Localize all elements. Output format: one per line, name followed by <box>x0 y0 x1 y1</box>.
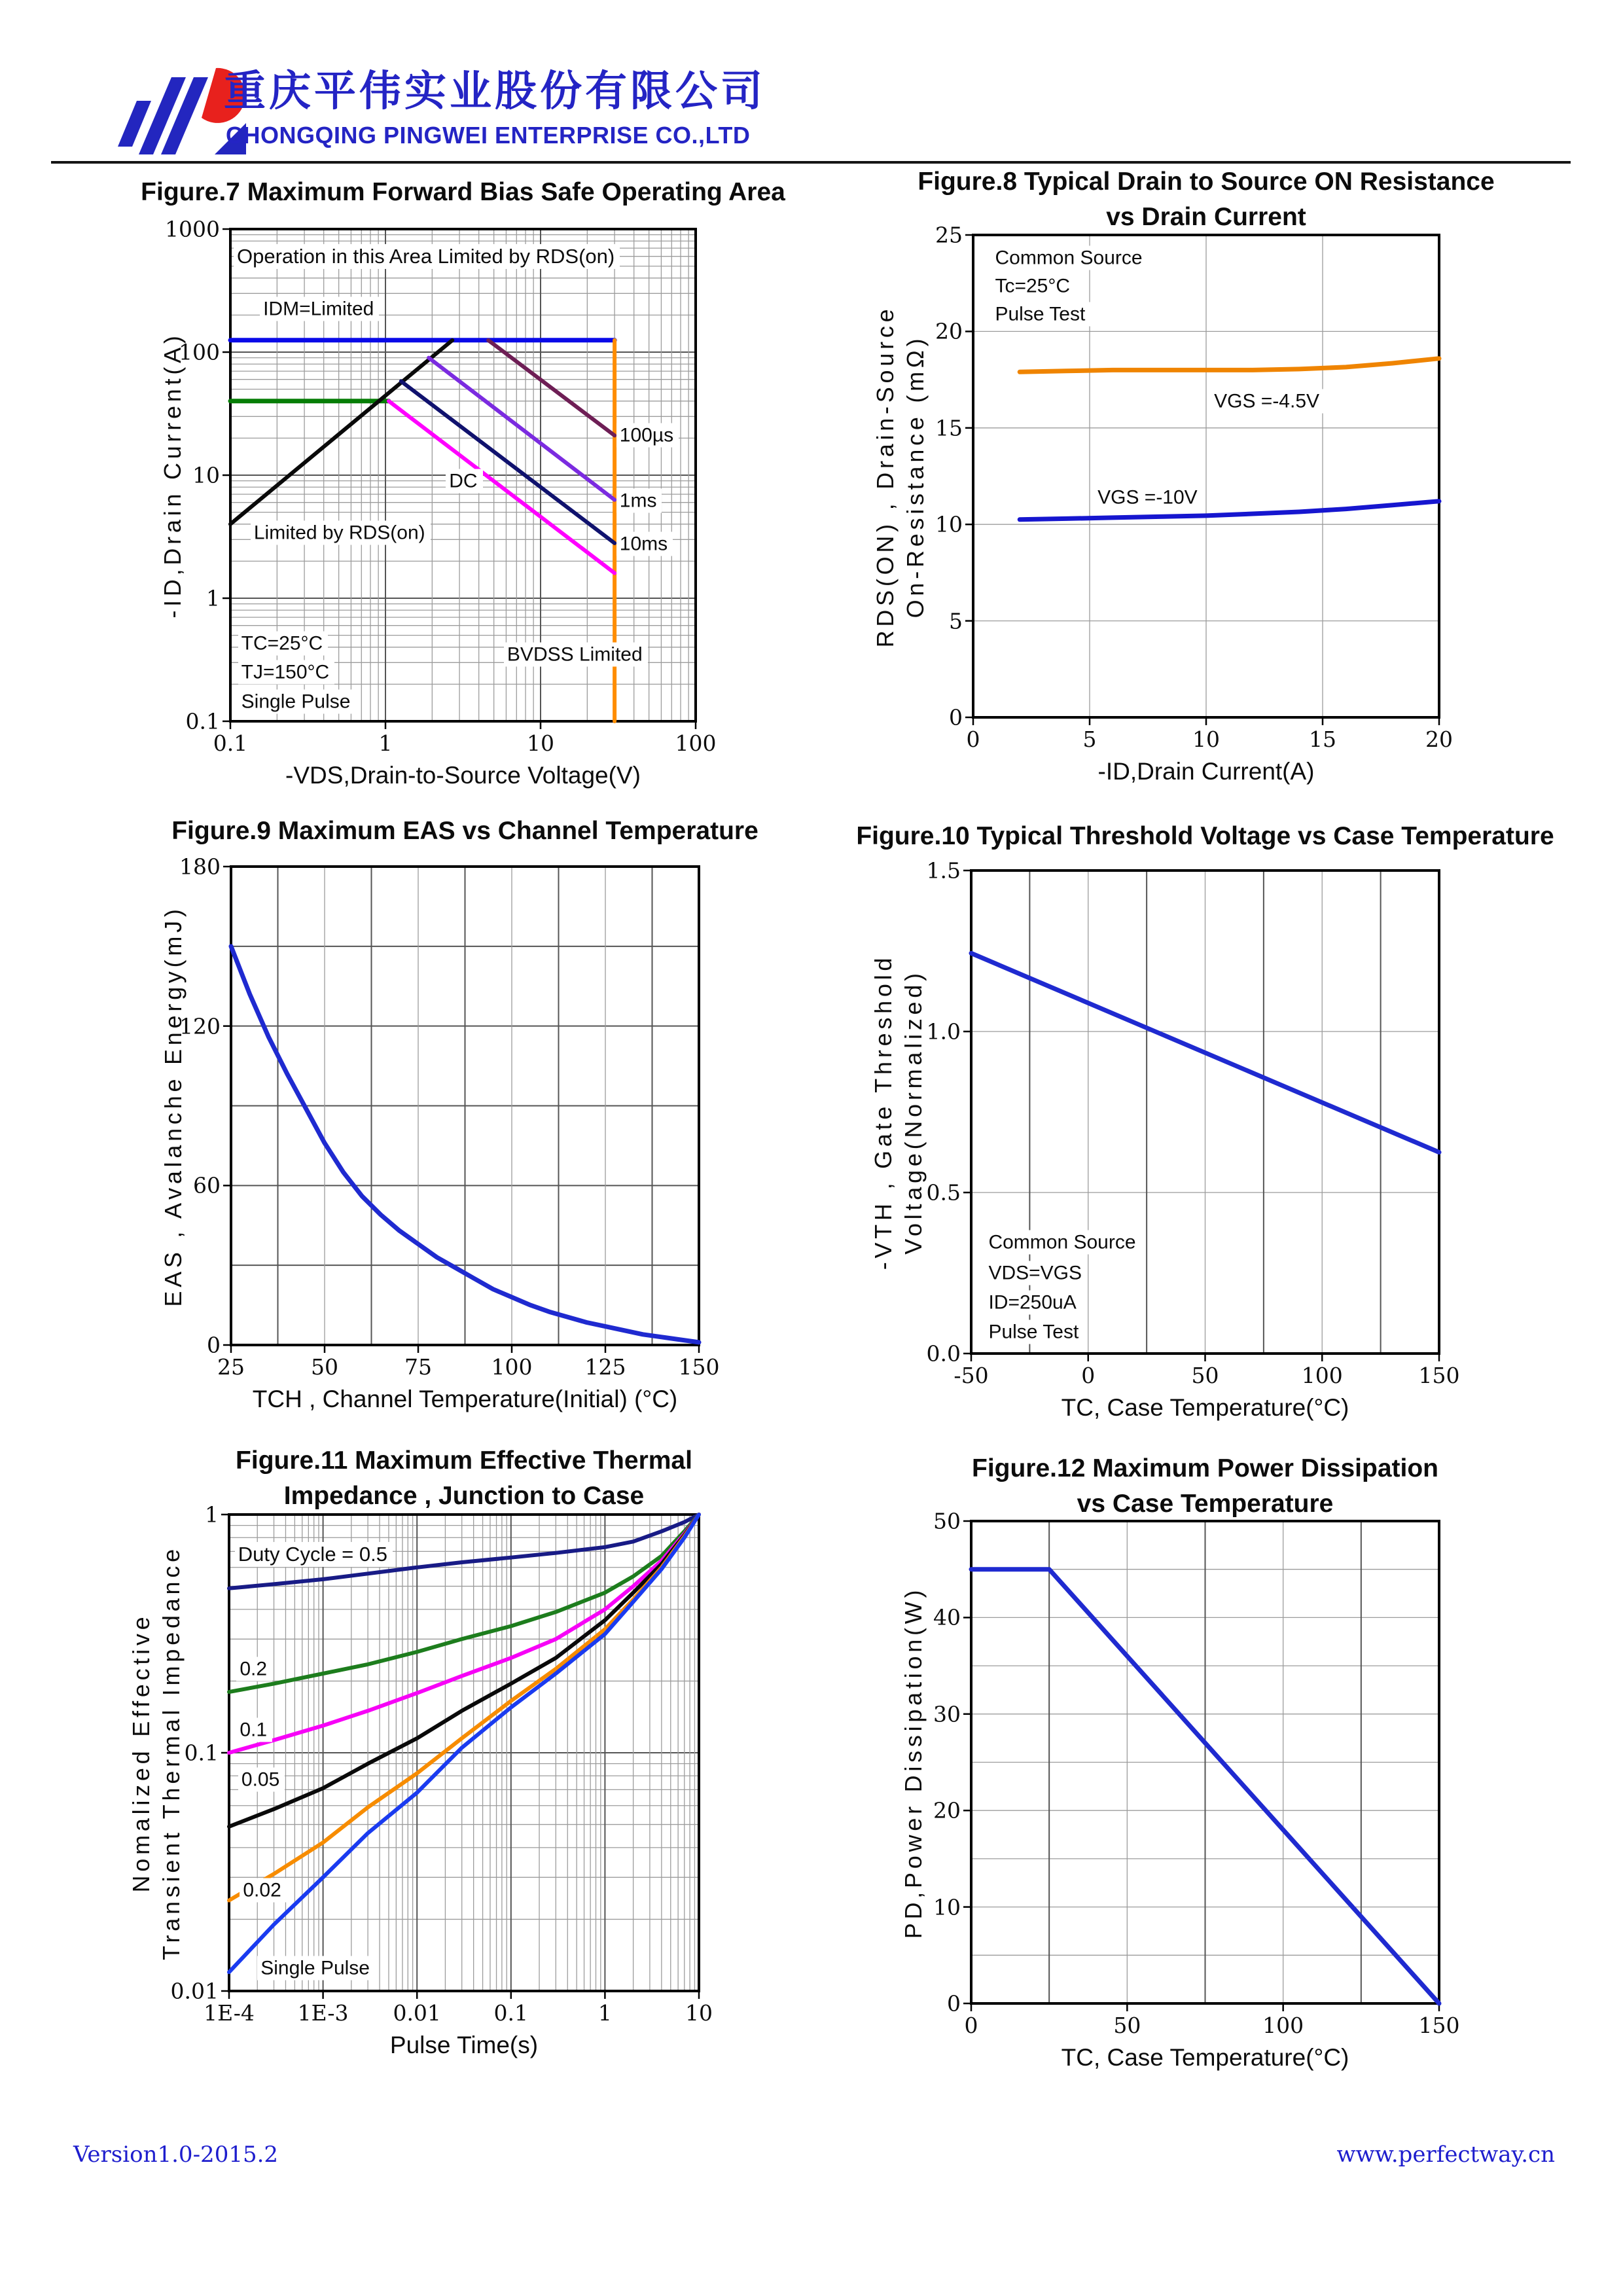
fig8-title: Figure.8 Typical Drain to Source ON Resistance <box>918 168 1495 196</box>
fig7-x-tick-label: 0.1 <box>213 730 248 756</box>
fig11-y-tick-label: 1 <box>205 1501 219 1528</box>
fig7-label-tj-150-c: TJ=150°C <box>238 660 335 685</box>
fig10-y-tick-label: 0.5 <box>926 1179 961 1206</box>
fig7-title: Figure.7 Maximum Forward Bias Safe Operating Area <box>141 178 785 206</box>
fig9-y-tick-label: 180 <box>179 853 221 880</box>
fig9-y-tick-label: 0 <box>207 1332 221 1358</box>
fig8-title-line2: vs Drain Current <box>1106 203 1306 231</box>
fig12-x-tick-label: 50 <box>1113 2013 1141 2038</box>
fig8-series-vgs-4-5v <box>1020 359 1439 372</box>
fig7-series-limited-by-rds-on <box>230 340 452 524</box>
fig7-label-single-pulse: Single Pulse <box>238 689 356 713</box>
fig11-x-tick-label: 0.1 <box>493 2000 529 2026</box>
fig10-y-tick-label: 0.0 <box>926 1340 961 1367</box>
fig8-y-tick-label: 20 <box>935 318 963 344</box>
fig11-x-tick-label: 0.01 <box>393 2000 441 2026</box>
fig10-title: Figure.10 Typical Threshold Voltage vs Case Temperature <box>856 822 1554 850</box>
fig8-x-tick-label: 5 <box>1082 726 1097 752</box>
fig10-y-tick-label: 1.5 <box>926 857 961 884</box>
company-name-en: CHONGQING PINGWEI ENTERPRISE CO.,LTD <box>226 122 751 149</box>
fig8-y-tick-label: 10 <box>935 511 963 537</box>
footer-version: Version1.0-2015.2 <box>73 2142 279 2168</box>
fig12-y-tick-label: 20 <box>933 1797 961 1823</box>
fig7-label-limited-by-rds-on: Limited by RDS(on) <box>251 521 431 545</box>
fig7-y-tick-label: 1000 <box>165 216 220 242</box>
fig9-x-tick-label: 125 <box>584 1354 626 1380</box>
fig11-label-single-pulse: Single Pulse <box>257 1956 375 1980</box>
fig7-x-axis-label: -VDS,Drain-to-Source Voltage(V) <box>285 762 641 789</box>
fig9-x-tick-label: 75 <box>404 1354 432 1380</box>
fig7-label-operation-in-this-area-limited-by-rds-on: Operation in this Area Limited by RDS(on) <box>234 244 620 269</box>
fig10-x-tick-label: -50 <box>954 1363 989 1388</box>
fig7-y-tick-label: 0.1 <box>185 708 220 734</box>
fig8-label-tc-25-c: Tc=25°C <box>991 274 1075 298</box>
fig12-y-tick-label: 40 <box>933 1604 961 1630</box>
fig10-x-tick-label: 50 <box>1191 1363 1219 1388</box>
fig9-plot-area <box>231 867 699 1345</box>
fig7-series-100-s <box>488 340 615 436</box>
fig7-label-bvdss-limited: BVDSS Limited <box>504 642 648 666</box>
fig12-y-tick-label: 50 <box>933 1508 961 1534</box>
fig7-y-tick-label: 100 <box>179 339 220 365</box>
fig7-label-idm-limited: IDM=Limited <box>260 296 379 321</box>
fig12-plot-area <box>971 1521 1439 2003</box>
fig10-x-tick-label: 100 <box>1301 1363 1343 1388</box>
fig7-label-dc: DC <box>446 469 482 493</box>
fig8-label-pulse-test: Pulse Test <box>991 302 1090 326</box>
footer-website-link[interactable]: www.perfectway.cn <box>1336 2142 1555 2168</box>
fig12-x-tick-label: 100 <box>1262 2013 1304 2038</box>
fig12-y-axis-label: PD,Power Dissipation(W) <box>900 1586 927 1939</box>
fig7-y-axis-label: -ID,Drain Current(A) <box>159 332 186 619</box>
company-name-cn: 重庆平伟实业股份有限公司 <box>224 67 766 115</box>
fig11-y-tick-label: 0.01 <box>170 1978 219 2004</box>
fig7-x-tick-label: 1 <box>378 730 393 756</box>
fig11-title-line2: Impedance , Junction to Case <box>283 1482 645 1510</box>
fig11-x-tick-label: 1 <box>597 2000 612 2026</box>
fig8-y-tick-label: 15 <box>935 415 963 441</box>
fig7-x-tick-label: 10 <box>527 730 554 756</box>
fig8-y-axis-label: RDS(ON) , Drain-Source <box>872 305 899 647</box>
fig11-label-0-02: 0.02 <box>240 1878 286 1902</box>
fig8-x-tick-label: 10 <box>1192 726 1220 752</box>
fig8-series-vgs-10v <box>1020 501 1439 520</box>
fig9-x-tick-label: 100 <box>491 1354 533 1380</box>
fig8-label-vgs-10v: VGS =-10V <box>1094 485 1203 509</box>
fig12-title: Figure.12 Maximum Power Dissipation <box>971 1454 1439 1482</box>
fig10-label-id-250ua: ID=250uA <box>985 1291 1081 1315</box>
fig7-label-100-s: 100µs <box>616 423 679 448</box>
fig11-plot-area <box>229 1515 699 1991</box>
fig11-y-axis-label-line2: Transient Thermal Impedance <box>158 1545 185 1960</box>
fig9-x-tick-label: 150 <box>678 1354 720 1380</box>
fig8-label-common-source: Common Source <box>991 246 1147 270</box>
fig9-x-axis-label: TCH , Channel Temperature(Initial) (°C) <box>252 1386 678 1412</box>
fig8-y-tick-label: 25 <box>935 222 963 248</box>
fig9-x-tick-label: 25 <box>217 1354 245 1380</box>
fig10-label-common-source: Common Source <box>985 1230 1141 1255</box>
fig11-label-0-2: 0.2 <box>236 1657 272 1681</box>
fig8-y-tick-label: 0 <box>949 704 963 730</box>
fig12-x-axis-label: TC, Case Temperature(°C) <box>1061 2044 1349 2071</box>
fig9-y-tick-label: 60 <box>193 1172 221 1198</box>
fig10-x-tick-label: 0 <box>1081 1363 1096 1388</box>
fig8-y-axis-label-line2: On-Resistance (mΩ) <box>902 334 929 618</box>
fig11-y-axis-label: Nomalized Effective <box>128 1613 154 1893</box>
fig10-label-pulse-test: Pulse Test <box>985 1319 1084 1344</box>
fig8-x-tick-label: 15 <box>1309 726 1336 752</box>
fig11-x-tick-label: 1E-3 <box>297 2000 349 2026</box>
fig8-x-tick-label: 0 <box>966 726 980 752</box>
fig12-title-line2: vs Case Temperature <box>1077 1490 1334 1518</box>
fig8-y-tick-label: 5 <box>949 608 963 634</box>
fig7-label-tc-25-c: TC=25°C <box>238 631 329 655</box>
fig7-label-10ms: 10ms <box>616 532 673 556</box>
fig8-label-vgs-4-5v: VGS =-4.5V <box>1211 389 1325 413</box>
fig9-y-tick-label: 120 <box>179 1013 221 1039</box>
fig11-x-tick-label: 1E-4 <box>204 2000 255 2026</box>
fig10-y-axis-label-line2: Voltage(Normalized) <box>900 969 927 1255</box>
fig11-x-tick-label: 10 <box>685 2000 713 2026</box>
fig8-x-axis-label: -ID,Drain Current(A) <box>1097 758 1315 785</box>
fig12-y-tick-label: 0 <box>947 1990 961 2017</box>
fig10-y-axis-label: -VTH , Gate Threshold <box>870 954 897 1270</box>
fig12-y-tick-label: 10 <box>933 1894 961 1920</box>
fig11-label-0-05: 0.05 <box>238 1768 285 1792</box>
fig7-y-tick-label: 1 <box>206 585 220 611</box>
fig11-y-tick-label: 0.1 <box>184 1740 219 1766</box>
fig11-label-0-1: 0.1 <box>236 1717 272 1742</box>
fig8-x-tick-label: 20 <box>1425 726 1453 752</box>
fig10-y-tick-label: 1.0 <box>926 1018 961 1045</box>
fig7-label-1ms: 1ms <box>616 489 662 513</box>
fig7-series-10ms <box>401 382 615 543</box>
fig11-label-duty-cycle-0-5: Duty Cycle = 0.5 <box>235 1542 393 1567</box>
fig7-y-tick-label: 10 <box>192 462 220 488</box>
fig12-x-tick-label: 0 <box>964 2013 978 2038</box>
header-divider <box>51 161 1571 164</box>
fig11-title: Figure.11 Maximum Effective Thermal <box>236 1446 692 1475</box>
fig7-x-tick-label: 100 <box>675 730 717 756</box>
fig9-y-axis-label: EAS , Avalanche Energy(mJ) <box>160 905 187 1307</box>
fig9-title: Figure.9 Maximum EAS vs Channel Temperature <box>171 817 758 845</box>
fig12-x-tick-label: 150 <box>1418 2013 1460 2038</box>
fig10-label-vds-vgs: VDS=VGS <box>985 1261 1087 1285</box>
fig9-x-tick-label: 50 <box>311 1354 338 1380</box>
fig11-x-axis-label: Pulse Time(s) <box>389 2032 539 2058</box>
fig10-x-axis-label: TC, Case Temperature(°C) <box>1061 1394 1349 1421</box>
fig12-y-tick-label: 30 <box>933 1701 961 1727</box>
fig10-x-tick-label: 150 <box>1418 1363 1460 1388</box>
